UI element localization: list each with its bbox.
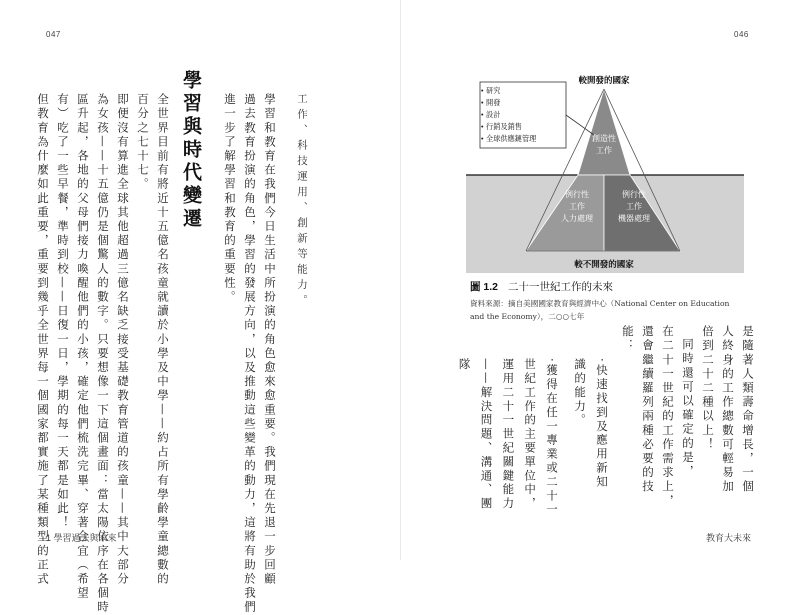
left-footer: 1 學習過去與未來: [46, 533, 117, 543]
right-col-6: 能：: [621, 325, 635, 354]
left-col-9: 百分之七十七。: [136, 93, 150, 192]
list-item-1: 開發: [486, 98, 501, 107]
source-line-0: 資料來源：摘自美國國家教育與經濟中心（National Center on Education: [470, 299, 730, 308]
left-col-11: 為女孩——十五億仍是個驚人的數字。只要想像一下這個畫面：當太陽依序在各個時: [96, 93, 110, 615]
right-col-2: 倍到二十二種以上！: [701, 325, 715, 452]
svg-text:•: •: [481, 110, 484, 119]
gutter: [400, 0, 401, 560]
right-col-4: 在二十一世紀的工作需求上，: [661, 325, 675, 509]
diagram-svg: [466, 73, 744, 273]
bottom-label: 較不開發的國家: [574, 259, 634, 269]
left-col-14: 但教育為什麼如此重要，重要到幾乎全世界每一個國家都實施了某種類型的正式: [36, 93, 50, 587]
list-item-4: 全球供應鏈管理: [486, 134, 537, 143]
right-col-0: 是隨著人類壽命增長，一個: [741, 325, 755, 495]
right-col-5: 還會繼續羅列兩種必要的技: [641, 325, 655, 495]
top-label: 較開發的國家: [578, 75, 630, 85]
left-col-3: 過去教育扮演的角色，學習的發展方向，以及推動這些變革的動力，這將有助於我們: [243, 93, 257, 615]
left-col-8: 全世界目前有將近十五億名孩童就讀於小學及中學——約占所有學齡學童總數的: [156, 93, 170, 587]
svg-text:•: •: [481, 122, 484, 131]
left-page-number: 047: [46, 30, 61, 39]
figure-number: 圖 1.2: [470, 281, 499, 293]
svg-text:•: •: [481, 86, 484, 95]
peak-label-1: 工作: [596, 146, 612, 155]
figure-source: [470, 297, 745, 324]
left-col-13: 有）吃了一些早餐，準時到校——日復一日，學期的每一天都是如此！: [56, 93, 70, 531]
bullet-1: ‧獲得在任一專業或二十一世紀工作的主要單位中，運用二十一世紀關鍵能力——解決問題、溝通、團隊: [457, 358, 559, 517]
left-label-2: 人力處理: [561, 214, 593, 223]
svg-text:•: •: [481, 134, 484, 143]
right-col-1: 人終身的工作總數可輕易加: [721, 325, 735, 495]
peak-label-0: 創造性: [592, 134, 616, 143]
list-item-2: 設計: [486, 110, 501, 119]
figure-jobs-diagram: [466, 73, 744, 273]
list-item-0: 研究: [486, 86, 501, 95]
left-label-0: 例行性: [565, 190, 589, 199]
section-heading: 學習與時代變遷: [180, 70, 202, 231]
right-col-3: 同時還可以確定的是，: [681, 338, 695, 479]
right-footer: 教育大未來: [706, 533, 752, 543]
bullet-0: ‧快速找到及應用新知識的能力。: [573, 358, 609, 490]
left-label-1: 工作: [569, 202, 585, 211]
right-label-0: 例行性: [622, 190, 646, 199]
source-line-1: and the Economy），二○○七年: [470, 312, 585, 322]
svg-text:•: •: [481, 98, 484, 107]
right-label-1: 工作: [626, 202, 642, 211]
left-col-10: 即便沒有算進全球其他超過三億名缺乏接受基礎教育管道的孩童——其中大部分: [116, 93, 130, 587]
left-col-0: 工作、科技運用、創新等能力。: [296, 93, 308, 310]
left-col-12: 區升起，各地的父母們接力喚醒他們的小孩，確定他們梳洗完畢、穿著合宜（希望: [76, 93, 90, 601]
left-col-2: 學習和教育在我們今日生活中所扮演的角色愈來愈重要。我們現在先退一步回顧: [263, 93, 277, 587]
list-item-3: 行銷及銷售: [486, 122, 522, 131]
figure-title: 二十一世紀工作的未來: [508, 281, 614, 293]
figure-caption: [470, 279, 613, 294]
right-page-number: 046: [734, 30, 749, 39]
right-label-2: 機器處理: [618, 214, 650, 223]
left-col-4: 進一步了解學習和教育的重要性。: [223, 93, 237, 305]
